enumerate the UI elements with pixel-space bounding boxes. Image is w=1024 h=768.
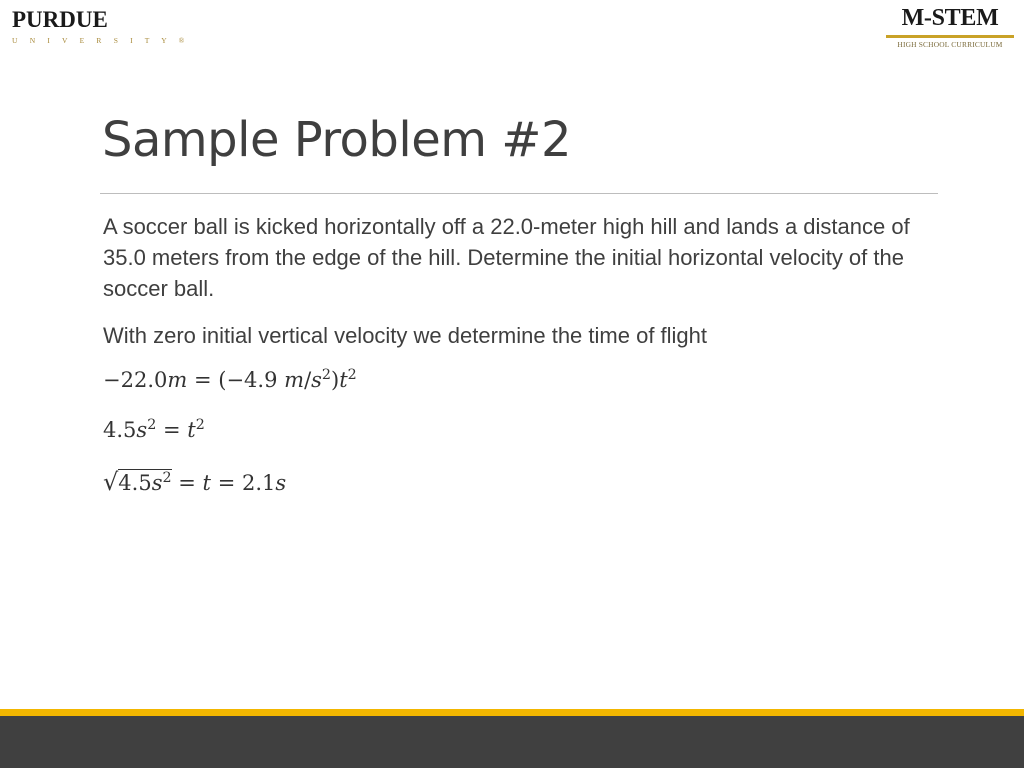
slide-body bbox=[103, 211, 933, 498]
mstem-logo-subtitle: HIGH SCHOOL CURRICULUM bbox=[897, 40, 1003, 49]
eq1-exp-s: 2 bbox=[321, 367, 331, 384]
eq1-unit-s: s bbox=[311, 368, 322, 392]
eq3-var-t: t bbox=[202, 471, 211, 495]
eq1-close: ) bbox=[331, 368, 340, 392]
problem-statement: A soccer ball is kicked horizontally off a 22.0-meter high hill and lands a distance of 35.0 meters from the edge of the hill. Determine the initial horizontal velocity of the soccer ball. bbox=[103, 214, 910, 301]
eq1-open: (−4.9 bbox=[218, 368, 285, 392]
eq3-result-unit: s bbox=[275, 471, 287, 495]
eq1-unit-m: m bbox=[284, 368, 305, 392]
eq1-lhs-unit: m bbox=[167, 368, 188, 392]
eq3-unit-s: s bbox=[151, 471, 163, 495]
title-divider bbox=[100, 193, 938, 194]
mstem-logo-text: M-STEM bbox=[901, 5, 999, 31]
purdue-logo bbox=[12, 6, 190, 50]
mstem-logo bbox=[886, 6, 1014, 49]
eq1-lhs: −22.0 bbox=[103, 368, 168, 392]
footer-bar bbox=[0, 716, 1024, 768]
footer-accent-bar bbox=[0, 709, 1024, 716]
eq1-equals: = bbox=[193, 368, 212, 392]
eq3-result: 2.1 bbox=[241, 471, 276, 495]
eq1-var-t: t bbox=[339, 368, 348, 392]
eq2-exp-t: 2 bbox=[195, 417, 205, 434]
eq2-exp-s: 2 bbox=[147, 417, 157, 434]
mstem-logo-bar bbox=[886, 35, 1014, 38]
eq3-exp-s: 2 bbox=[162, 470, 172, 487]
eq2-unit-s: s bbox=[136, 418, 148, 442]
eq1-slash: / bbox=[304, 368, 312, 392]
eq3-equals-2: = bbox=[217, 471, 236, 495]
equation-1 bbox=[103, 365, 933, 395]
equation-3 bbox=[103, 467, 933, 498]
eq1-exp-t: 2 bbox=[347, 367, 357, 384]
eq3-coef: 4.5 bbox=[118, 471, 152, 495]
eq2-coef: 4.5 bbox=[103, 418, 137, 442]
slide-title: Sample Problem #2 bbox=[102, 112, 571, 168]
sqrt-symbol: √ bbox=[103, 468, 119, 496]
sqrt-radicand bbox=[118, 469, 171, 495]
eq2-equals: = bbox=[162, 418, 181, 442]
eq2-var-t: t bbox=[187, 418, 196, 442]
purdue-logo-text: PURDUE bbox=[12, 7, 108, 32]
equation-2 bbox=[103, 415, 933, 445]
purdue-logo-subtitle: U N I V E R S I T Y ® bbox=[12, 36, 190, 45]
eq3-equals-1: = bbox=[178, 471, 196, 495]
step-description: With zero initial vertical velocity we determine the time of flight bbox=[103, 323, 708, 348]
